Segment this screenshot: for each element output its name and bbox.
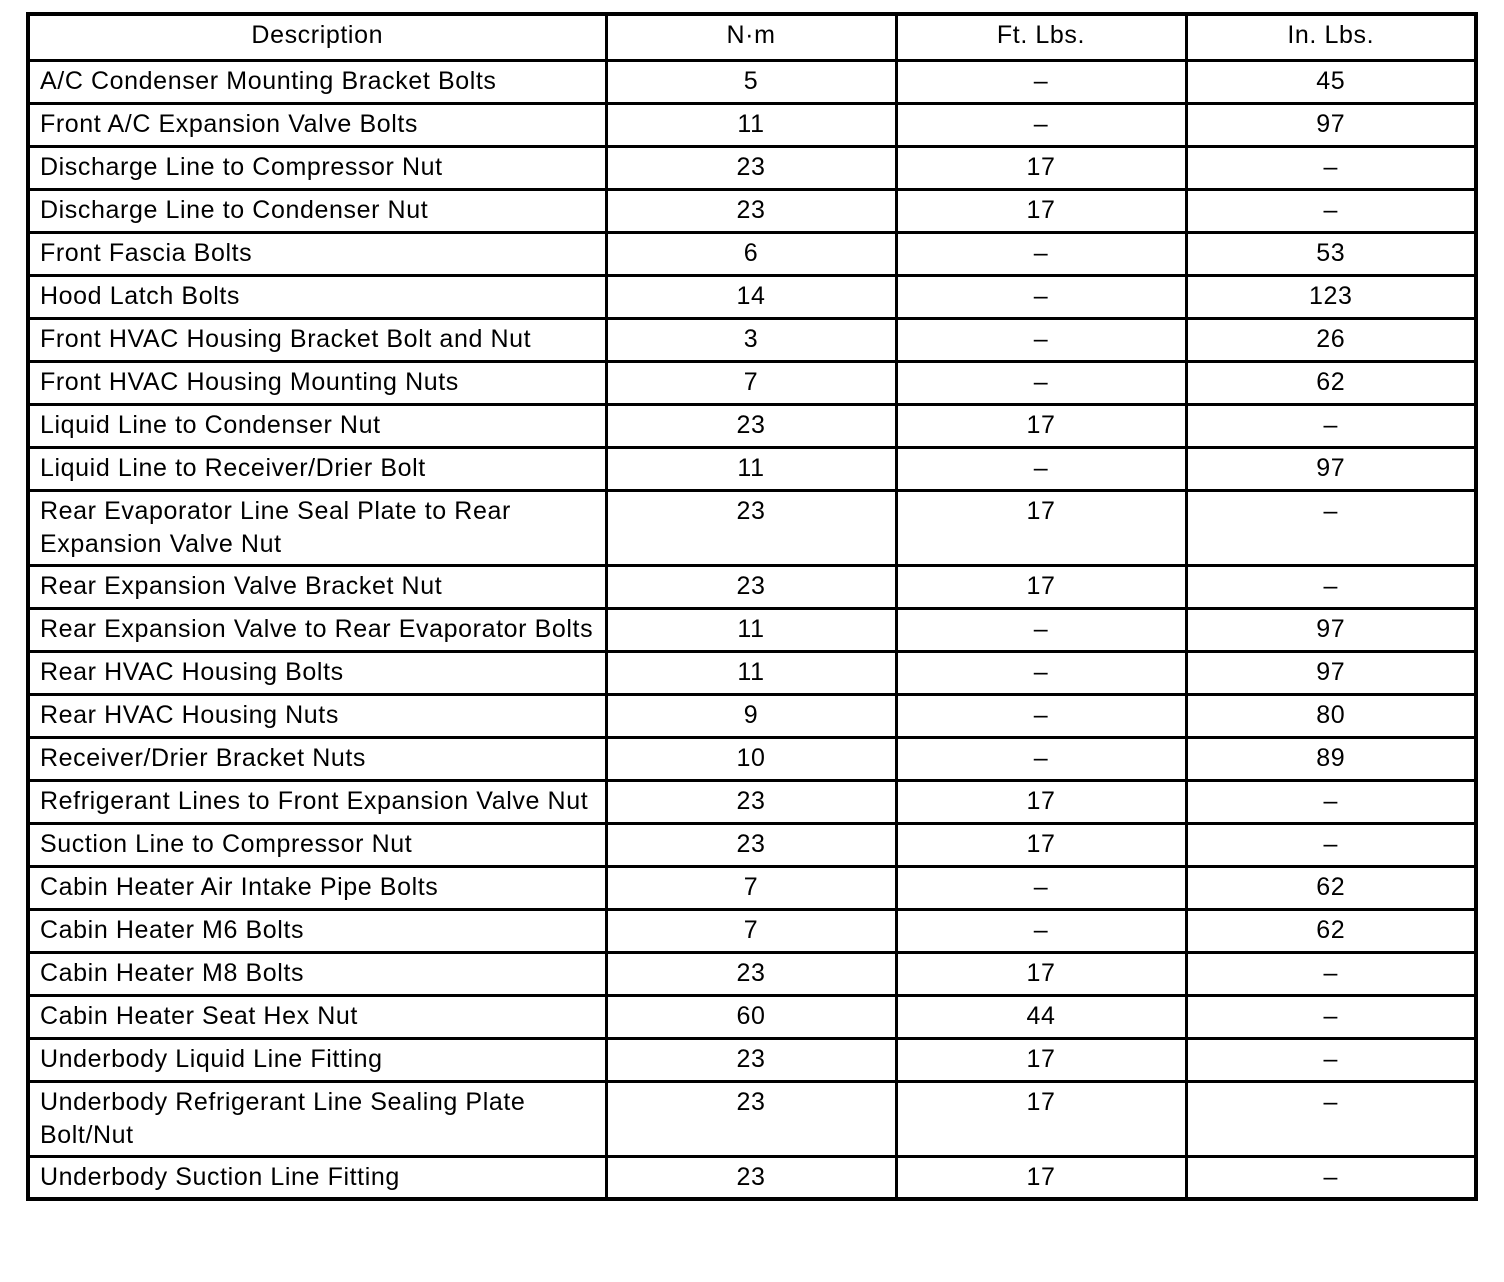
table-row [28,651,1476,694]
table-row [28,361,1476,404]
table-row [28,737,1476,780]
table-row [28,1156,1476,1199]
cell-in-lbs: – [1186,1081,1476,1156]
cell-nm: 9 [606,694,896,737]
cell-in-lbs: 62 [1186,909,1476,952]
cell-nm: 7 [606,866,896,909]
table-row [28,909,1476,952]
cell-ft-lbs: – [896,60,1186,103]
cell-in-lbs: – [1186,404,1476,447]
table-row [28,318,1476,361]
cell-nm: 23 [606,490,896,565]
table-row [28,189,1476,232]
cell-in-lbs: 97 [1186,651,1476,694]
cell-ft-lbs: – [896,361,1186,404]
table-body [28,60,1476,1199]
table-row [28,952,1476,995]
cell-description: Rear Expansion Valve Bracket Nut [28,565,606,608]
cell-nm: 11 [606,447,896,490]
table-row [28,1081,1476,1156]
table-row [28,694,1476,737]
table-row [28,995,1476,1038]
cell-ft-lbs: 17 [896,1081,1186,1156]
cell-in-lbs: – [1186,823,1476,866]
fastener-torque-table [26,12,1478,1201]
table-row [28,404,1476,447]
cell-in-lbs: 26 [1186,318,1476,361]
cell-ft-lbs: 44 [896,995,1186,1038]
cell-nm: 60 [606,995,896,1038]
cell-ft-lbs: – [896,318,1186,361]
column-header-ft-lbs: Ft. Lbs. [896,14,1186,60]
cell-description: Front HVAC Housing Bracket Bolt and Nut [28,318,606,361]
cell-in-lbs: 62 [1186,361,1476,404]
cell-in-lbs: 97 [1186,447,1476,490]
cell-ft-lbs: – [896,694,1186,737]
table-row [28,490,1476,565]
cell-description: Discharge Line to Condenser Nut [28,189,606,232]
cell-ft-lbs: 17 [896,952,1186,995]
table-row [28,780,1476,823]
column-header-nm: N·m [606,14,896,60]
cell-description: A/C Condenser Mounting Bracket Bolts [28,60,606,103]
cell-nm: 11 [606,608,896,651]
cell-description: Underbody Liquid Line Fitting [28,1038,606,1081]
cell-in-lbs: 80 [1186,694,1476,737]
cell-in-lbs: 62 [1186,866,1476,909]
cell-nm: 6 [606,232,896,275]
cell-description: Liquid Line to Condenser Nut [28,404,606,447]
cell-ft-lbs: – [896,103,1186,146]
cell-nm: 23 [606,189,896,232]
cell-description: Discharge Line to Compressor Nut [28,146,606,189]
cell-nm: 23 [606,823,896,866]
cell-in-lbs: 53 [1186,232,1476,275]
cell-nm: 23 [606,952,896,995]
cell-ft-lbs: 17 [896,780,1186,823]
cell-nm: 23 [606,565,896,608]
cell-in-lbs: 89 [1186,737,1476,780]
cell-description: Cabin Heater Seat Hex Nut [28,995,606,1038]
cell-description: Receiver/Drier Bracket Nuts [28,737,606,780]
table-row [28,103,1476,146]
cell-description: Rear Evaporator Line Seal Plate to Rear Expansion Valve Nut [28,490,606,565]
table-row [28,565,1476,608]
cell-ft-lbs: 17 [896,1038,1186,1081]
table-row [28,447,1476,490]
table-row [28,232,1476,275]
cell-nm: 11 [606,651,896,694]
cell-ft-lbs: – [896,651,1186,694]
table-row [28,146,1476,189]
cell-ft-lbs: – [896,608,1186,651]
cell-description: Cabin Heater M6 Bolts [28,909,606,952]
cell-description: Rear HVAC Housing Nuts [28,694,606,737]
cell-ft-lbs: – [896,232,1186,275]
cell-in-lbs: – [1186,1156,1476,1199]
cell-nm: 7 [606,909,896,952]
cell-description: Underbody Suction Line Fitting [28,1156,606,1199]
cell-in-lbs: – [1186,565,1476,608]
cell-nm: 23 [606,404,896,447]
cell-ft-lbs: 17 [896,189,1186,232]
cell-in-lbs: 123 [1186,275,1476,318]
table-row [28,823,1476,866]
cell-description: Cabin Heater Air Intake Pipe Bolts [28,866,606,909]
cell-in-lbs: – [1186,490,1476,565]
cell-ft-lbs: 17 [896,1156,1186,1199]
cell-description: Liquid Line to Receiver/Drier Bolt [28,447,606,490]
table-row [28,60,1476,103]
cell-description: Suction Line to Compressor Nut [28,823,606,866]
cell-in-lbs: – [1186,780,1476,823]
table-row [28,608,1476,651]
cell-in-lbs: 45 [1186,60,1476,103]
cell-description: Underbody Refrigerant Line Sealing Plate Bolt/Nut [28,1081,606,1156]
cell-ft-lbs: – [896,866,1186,909]
cell-ft-lbs: 17 [896,404,1186,447]
fastener-spec-sheet [26,12,1478,1201]
cell-ft-lbs: 17 [896,490,1186,565]
cell-description: Rear HVAC Housing Bolts [28,651,606,694]
cell-nm: 11 [606,103,896,146]
cell-ft-lbs: 17 [896,565,1186,608]
cell-description: Front Fascia Bolts [28,232,606,275]
cell-ft-lbs: – [896,737,1186,780]
cell-nm: 23 [606,1081,896,1156]
cell-nm: 23 [606,146,896,189]
cell-nm: 23 [606,780,896,823]
column-header-description: Description [28,14,606,60]
table-row [28,1038,1476,1081]
cell-ft-lbs: – [896,447,1186,490]
cell-in-lbs: – [1186,1038,1476,1081]
cell-description: Rear Expansion Valve to Rear Evaporator Bolts [28,608,606,651]
cell-ft-lbs: – [896,275,1186,318]
cell-description: Refrigerant Lines to Front Expansion Valve Nut [28,780,606,823]
table-row [28,866,1476,909]
cell-description: Hood Latch Bolts [28,275,606,318]
cell-nm: 3 [606,318,896,361]
cell-nm: 23 [606,1038,896,1081]
cell-nm: 7 [606,361,896,404]
cell-in-lbs: – [1186,952,1476,995]
cell-ft-lbs: 17 [896,823,1186,866]
cell-in-lbs: 97 [1186,103,1476,146]
cell-description: Cabin Heater M8 Bolts [28,952,606,995]
cell-nm: 5 [606,60,896,103]
cell-in-lbs: – [1186,146,1476,189]
table-header-row [28,14,1476,60]
cell-description: Front A/C Expansion Valve Bolts [28,103,606,146]
cell-ft-lbs: – [896,909,1186,952]
table-row [28,275,1476,318]
cell-nm: 23 [606,1156,896,1199]
cell-description: Front HVAC Housing Mounting Nuts [28,361,606,404]
cell-nm: 10 [606,737,896,780]
column-header-in-lbs: In. Lbs. [1186,14,1476,60]
cell-in-lbs: – [1186,995,1476,1038]
cell-in-lbs: – [1186,189,1476,232]
cell-nm: 14 [606,275,896,318]
cell-in-lbs: 97 [1186,608,1476,651]
cell-ft-lbs: 17 [896,146,1186,189]
